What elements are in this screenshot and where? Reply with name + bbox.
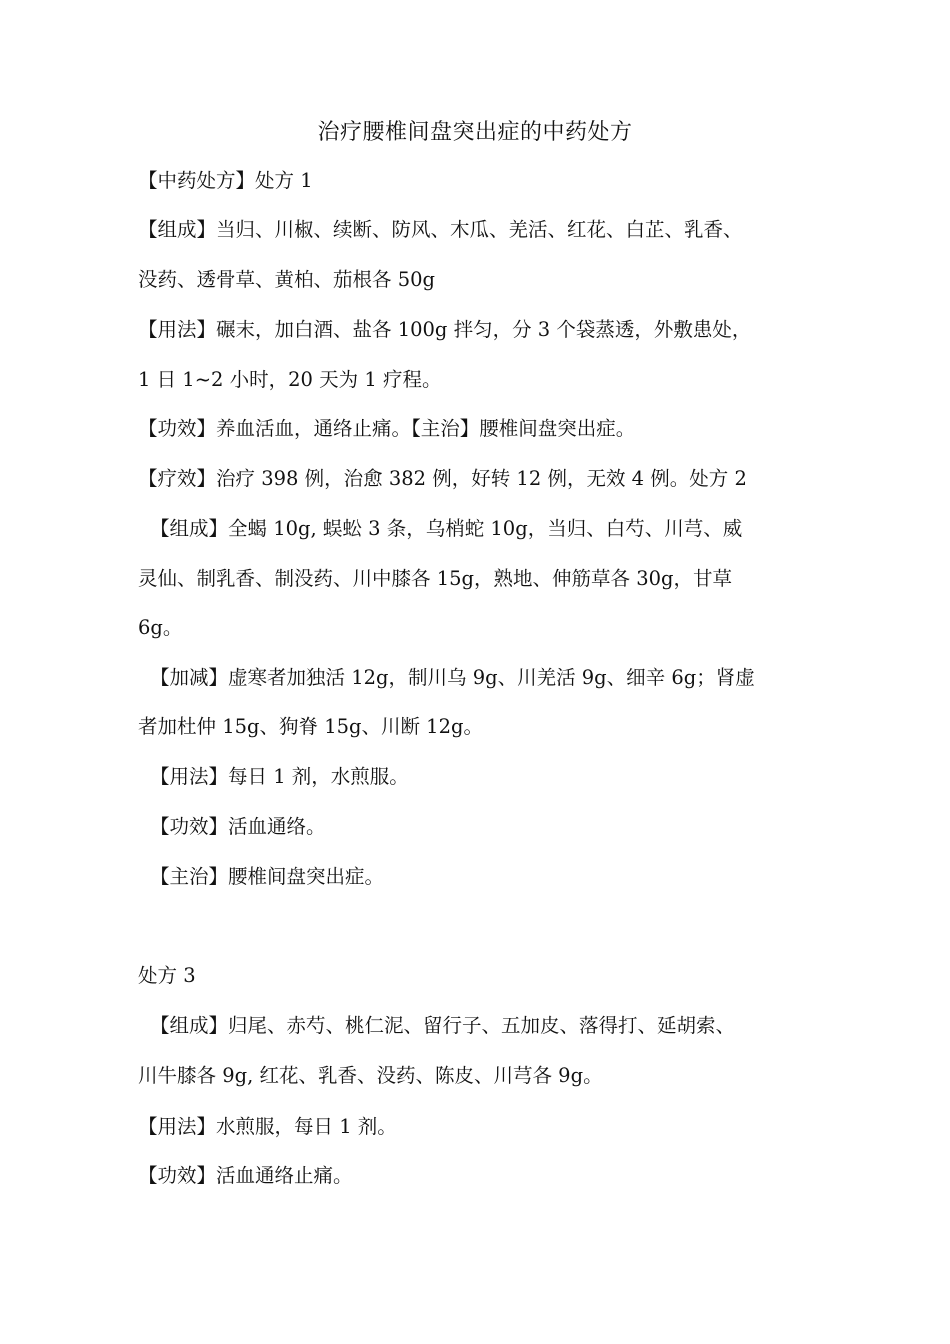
text-line-usage-2: 【用法】每日 1 剂，水煎服。	[150, 765, 409, 788]
text-line-usage-1a: 【用法】碾末，加白酒、盐各 100g 拌匀，分 3 个袋蒸透，外敷患处，	[138, 318, 752, 341]
text-line-usage-1b: 1 日 1~2 小时，20 天为 1 疗程。	[138, 368, 442, 391]
text-line-effect-3: 【功效】活血通络止痛。	[138, 1164, 353, 1187]
text-line-effect-2: 【功效】活血通络。	[150, 815, 326, 838]
text-line-result-1: 【疗效】治疗 398 例，治愈 382 例，好转 12 例，无效 4 例。处方 2	[138, 467, 747, 490]
text-line-indication-2: 【主治】腰椎间盘突出症。	[150, 865, 385, 888]
text-line-modification-2a: 【加减】虚寒者加独活 12g，制川乌 9g、川羌活 9g、细辛 6g；肾虚	[150, 666, 755, 689]
text-line-composition-2c: 6g。	[138, 616, 183, 639]
text-line-usage-3: 【用法】水煎服，每日 1 剂。	[138, 1115, 397, 1138]
text-line-modification-2b: 者加杜仲 15g、狗脊 15g、川断 12g。	[138, 715, 483, 738]
text-line-composition-3a: 【组成】归尾、赤芍、桃仁泥、留行子、五加皮、落得打、延胡索、	[150, 1014, 736, 1037]
document-title: 治疗腰椎间盘突出症的中药处方	[317, 120, 633, 145]
text-line-composition-1b: 没药、透骨草、黄柏、茄根各 50g	[138, 268, 435, 291]
text-line-prescription-1-heading: 【中药处方】处方 1	[138, 169, 313, 192]
text-line-composition-3b: 川牛膝各 9g, 红花、乳香、没药、陈皮、川芎各 9g。	[138, 1064, 603, 1087]
text-line-effect-1: 【功效】养血活血，通络止痛。【主治】腰椎间盘突出症。	[138, 417, 636, 440]
text-line-prescription-3-heading: 处方 3	[138, 964, 196, 987]
text-line-composition-1a: 【组成】当归、川椒、续断、防风、木瓜、羌活、红花、白芷、乳香、	[138, 218, 743, 241]
text-line-composition-2b: 灵仙、制乳香、制没药、川中膝各 15g，熟地、伸筋草各 30g，甘草	[138, 567, 732, 590]
text-line-composition-2a: 【组成】全蝎 10g, 蜈蚣 3 条，乌梢蛇 10g，当归、白芍、川芎、威	[150, 517, 743, 540]
